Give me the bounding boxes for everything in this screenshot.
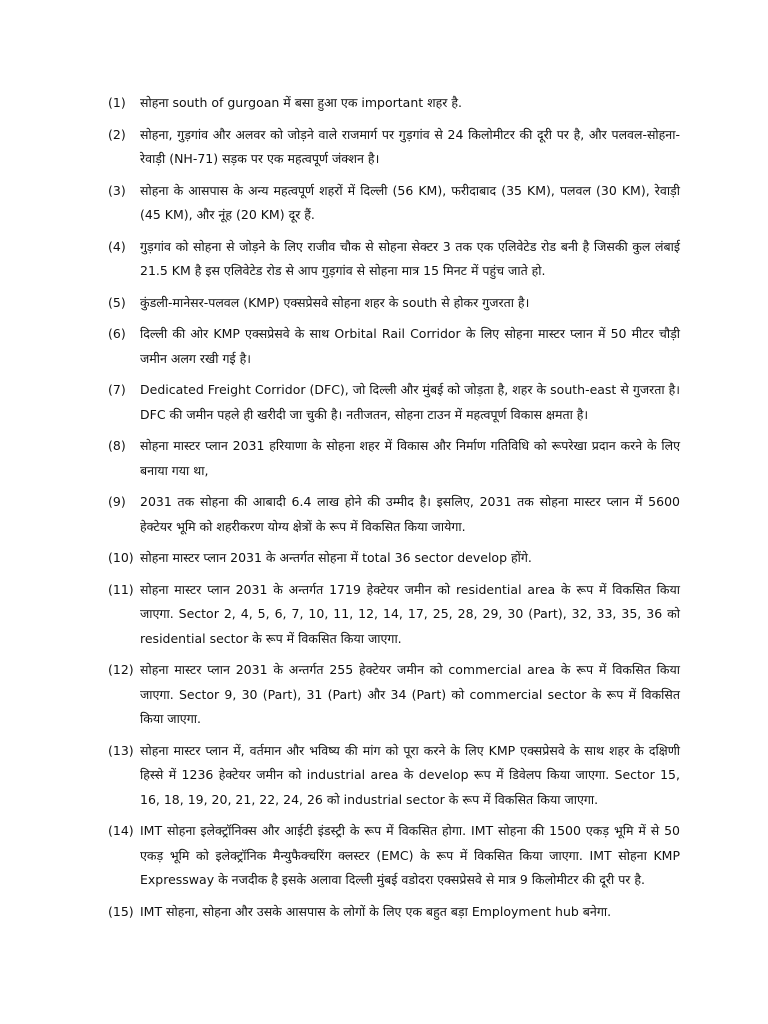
- item-number: (14): [108, 823, 134, 838]
- item-text: IMT सोहना इलेक्ट्रॉनिक्स और आईटी इंडस्ट्री के रूप में विकसित होगा. IMT सोहना की 1500 एकड़ भूमि में से 50 एकड़ भूमि को इलेक्ट्रॉनिक मैन्युफैक्चरिंग क्लस्टर (EMC) के रूप में विकसित किया जाएगा. IMT सोहना KMP Expressway के नजदीक है इसके अलावा दिल्ली मुंबई वडोदरा एक्सप्रेसवे से मात्र 9 किलोमीटर की दूरी पर है.: [140, 823, 680, 887]
- item-text: सोहना मास्टर प्लान 2031 के अन्तर्गत 1719 हेक्टेयर जमीन को residential area के रूप में विकसित किया जाएगा. Sector 2, 4, 5, 6, 7, 10, 11, 12, 14, 17, 25, 28, 29, 30 (Part), 32, 33, 35, 36 को residential sector के रूप में विकसित किया जाएगा.: [140, 581, 680, 646]
- item-number: (7): [108, 382, 126, 397]
- item-text: IMT सोहना, सोहना और उसके आसपास के लोगों के लिए एक बहुत बड़ा Employment hub बनेगा.: [140, 903, 612, 919]
- list-item: [108, 546, 680, 571]
- list-item: [108, 490, 680, 539]
- item-number: (12): [108, 662, 134, 677]
- item-text: दिल्ली की ओर KMP एक्सप्रेसवे के साथ Orbital Rail Corridor के लिए सोहना मास्टर प्लान में 50 मीटर चौड़ी जमीन अलग रखी गई है।: [140, 326, 680, 366]
- list-item: [108, 123, 680, 172]
- item-number: (15): [108, 903, 134, 919]
- list-item: [108, 179, 680, 228]
- item-text: सोहना south of gurgoan में बसा हुआ एक important शहर है.: [140, 95, 462, 110]
- item-text: 2031 तक सोहना की आबादी 6.4 लाख होने की उम्मीद है। इसलिए, 2031 तक सोहना मास्टर प्लान में 5600 हेक्टेयर भूमि को शहरीकरण योग्य क्षेत्रों के रूप में विकसित किया जायेगा.: [140, 494, 680, 534]
- item-number: (4): [108, 238, 126, 254]
- list-item: [108, 658, 680, 732]
- list-item: [108, 578, 680, 652]
- list-item: [108, 434, 680, 483]
- item-text: कुंडली-मानेसर-पलवल (KMP) एक्सप्रेसवे सोहना शहर के south से होकर गुजरता है।: [140, 294, 530, 310]
- item-number: (6): [108, 326, 126, 341]
- item-text: सोहना, गुड़गांव और अलवर को जोड़ने वाले राजमार्ग पर गुड़गांव से 24 किलोमीटर की दूरी पर है, और पलवल-सोहना-रेवाड़ी (NH-71) सड़क पर एक महत्वपूर्ण जंक्शन है।: [140, 126, 680, 166]
- list-item: [108, 900, 680, 925]
- item-number: (10): [108, 550, 134, 565]
- item-text: Dedicated Freight Corridor (DFC), जो दिल्ली और मुंबई को जोड़ता है, शहर के south-east से गुजरता है। DFC की जमीन पहले ही खरीदी जा चुकी है। नतीजतन, सोहना टाउन में महत्वपूर्ण विकास क्षमता है।: [140, 382, 680, 422]
- item-number: (11): [108, 581, 134, 597]
- list-item: [108, 91, 680, 116]
- item-text: सोहना मास्टर प्लान में, वर्तमान और भविष्य की मांग को पूरा करने के लिए KMP एक्सप्रेसवे के साथ शहर के दक्षिणी हिस्से में 1236 हेक्टेयर जमीन को industrial area के develop रूप में डिवेलप किया जाएगा. Sector 15, 16, 18, 19, 20, 21, 22, 24, 26 को industrial sector के रूप में विकसित किया जाएगा.: [140, 742, 680, 807]
- item-text: सोहना मास्टर प्लान 2031 के अन्तर्गत 255 हेक्टेयर जमीन को commercial area के रूप में विकसित किया जाएगा. Sector 9, 30 (Part), 31 (Part) और 34 (Part) को commercial sector के रूप में विकसित किया जाएगा.: [140, 662, 680, 726]
- numbered-list: [108, 91, 680, 931]
- item-number: (2): [108, 126, 126, 142]
- list-item: [108, 378, 680, 427]
- list-item: [108, 235, 680, 284]
- item-text: सोहना मास्टर प्लान 2031 के अन्तर्गत सोहना में total 36 sector develop होंगे.: [140, 550, 532, 565]
- list-item: [108, 291, 680, 316]
- item-text: सोहना के आसपास के अन्य महत्वपूर्ण शहरों में दिल्ली (56 KM), फरीदाबाद (35 KM), पलवल (30 KM), रेवाड़ी (45 KM), और नूंह (20 KM) दूर हैं.: [140, 182, 680, 222]
- item-number: (5): [108, 294, 126, 310]
- item-number: (3): [108, 182, 126, 198]
- item-text: सोहना मास्टर प्लान 2031 हरियाणा के सोहना शहर में विकास और निर्माण गतिविधि को रूपरेखा प्रदान करने के लिए बनाया गया था,: [140, 438, 680, 478]
- item-text: गुड़गांव को सोहना से जोड़ने के लिए राजीव चौक से सोहना सेक्टर 3 तक एक एलिवेटेड रोड बनी है जिसकी कुल लंबाई 21.5 KM है इस एलिवेटेड रोड से आप गुड़गांव से सोहना मात्र 15 मिनट में पहुंच जाते हो.: [140, 238, 680, 278]
- item-number: (9): [108, 494, 126, 509]
- item-number: (1): [108, 95, 126, 110]
- item-number: (8): [108, 438, 126, 453]
- list-item: [108, 322, 680, 371]
- item-number: (13): [108, 742, 134, 758]
- list-item: [108, 739, 680, 813]
- list-item: [108, 819, 680, 893]
